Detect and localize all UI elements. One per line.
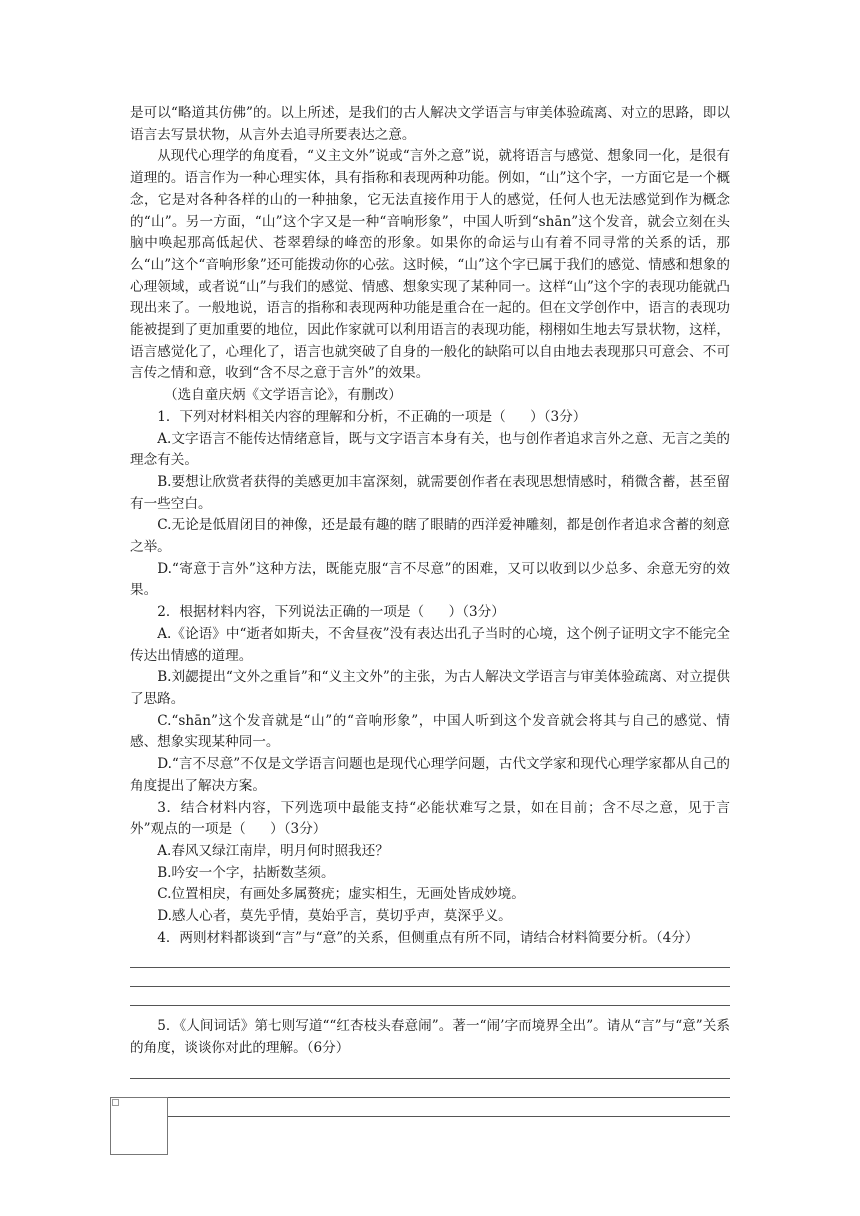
image-placeholder — [110, 1097, 168, 1155]
question-stem — [130, 602, 730, 624]
option-b: B.吟安一个字，拈断数茎须。 — [157, 864, 335, 881]
question-stem — [130, 798, 730, 841]
option-b: B.要想让欣赏者获得的美感更加丰富深刻，就需要创作者在表现思想情感时，稍微含蓄，甚至留有一些空白。 — [130, 473, 730, 512]
question-3 — [130, 798, 730, 928]
option-b: B.刘勰提出“文外之重旨”和“义主文外”的主张，为古人解决文学语言与审美体验疏离、对立提供了思路。 — [130, 669, 730, 707]
question-stem-text: 3．结合材料内容，下列选项中最能支持“必能状难写之景，如在目前；含不尽之意，见于言外”观点的一项是（ — [130, 799, 730, 838]
answer-lines — [130, 967, 730, 1006]
question-stem-text: 2．根据材料内容，下列说法正确的一项是（ — [157, 604, 425, 621]
option-c: C.“shān”这个发音就是“山”的“音响形象”，中国人听到这个发音就会将其与自己的感觉、情感、想象实现某种同一。 — [130, 712, 730, 751]
question-stem-text: 1．下列对材料相关内容的理解和分析，不正确的一项是（ — [157, 408, 506, 425]
answer-lines — [130, 1078, 730, 1117]
option-a: A.文字语言不能传达情绪意旨，既与文字语言本身有关，也与创作者追求言外之意、无言之美的理念有关。 — [130, 430, 730, 469]
answer-line[interactable] — [130, 967, 730, 968]
question-stem — [130, 407, 730, 429]
question-score: ）（3分） — [270, 821, 327, 838]
option-a: A.春风又绿江南岸，明月何时照我还？ — [157, 842, 389, 859]
option-d: D.“寄意于言外”这种方法，既能克服“言不尽意”的困难，又可以收到以少总多、余意无穷的效果。 — [130, 560, 730, 599]
question-4 — [130, 928, 730, 1007]
option-d: D.感人心者，莫先乎情，莫始乎言，莫切乎声，莫深乎义。 — [157, 908, 512, 925]
question-stem: 4．两则材料都谈到“言”与“意”的关系，但侧重点有所不同，请结合材料简要分析。（4分） — [157, 929, 699, 946]
question-stem: 5．《人间词话》第七则写道““红杏枝头春意闹”。著一“闹’字而境界全出”。请从“言”与“意”关系的角度，谈谈你对此的理解。（6分） — [130, 1018, 730, 1057]
option-a: A.《论语》中“逝者如斯夫，不舍昼夜”没有表达出孔子当时的心境，这个例子证明文字不能完全传达出情感的道理。 — [130, 625, 730, 664]
answer-line[interactable] — [130, 1116, 730, 1117]
option-c: C.无论是低眉闭目的神像，还是最有趣的瞎了眼睛的西洋爱神雕刻，都是创作者追求含蓄的刻意之举。 — [130, 517, 730, 556]
question-score: ）（3分） — [530, 408, 587, 425]
question-1 — [130, 407, 730, 602]
question-5 — [130, 1016, 730, 1116]
question-2 — [130, 602, 730, 797]
answer-line[interactable] — [130, 1097, 730, 1098]
broken-image-icon — [112, 1099, 119, 1106]
answer-line[interactable] — [130, 1078, 730, 1079]
passage-paragraph: 是可以“略道其仿佛”的。以上所述，是我们的古人解决文学语言与审美体验疏离、对立的思路，即以语言去写景状物，从言外去追寻所要表达之意。 — [130, 105, 730, 143]
answer-line[interactable] — [130, 1005, 730, 1006]
option-c: C.位置相戾，有画处多属赘疣；虚实相生，无画处皆成妙境。 — [157, 886, 525, 903]
passage-paragraph: 从现代心理学的角度看，“义主文外”说或“言外之意”说，就将语言与感觉、想象同一化，是很有道理的。语言作为一种心理实体，具有指称和表现两种功能。例如，“山”这个字，一方面它是一个概念，它是对各种各样的山的一种抽象，它无法直接作用于人的感觉，任何人也无法感觉到作为概念的“山”。另一方面，“山”这个字又是一种“音响形象”，中国人听到“shān”这个发音，就会立刻在头脑中唤起那高低起伏、苍翠碧绿的峰峦的形象。如果你的命运与山有着不同寻常的关系的话，那么“山”这个“音响形象”还可能拨动你的心弦。这时候，“山”这个字已属于我们的感觉、情感和想象的心理领域，或者说“山”与我们的感觉、情感、想象实现了某种同一。这样“山”这个字的表现功能就凸现出来了。一般地说，语言的指称和表现两种功能是重合在一起的。但在文学创作中，语言的表现功能被提到了更加重要的地位，因此作家就可以利用语言的表现功能，栩栩如生地去写景状物，这样，语言感觉化了，心理化了，语言也就突破了自身的一般化的缺陷可以自由地去表现那只可意会、不可言传之情和意，收到“含不尽之意于言外”的效果。 — [130, 148, 730, 382]
question-score: ）（3分） — [448, 604, 505, 621]
option-d: D.“言不尽意”不仅是文学语言问题也是现代心理学问题，古代文学家和现代心理学家都从自己的角度提出了解决方案。 — [130, 756, 730, 794]
passage-source: （选自童庆炳《文学语言论》，有删改） — [164, 387, 402, 404]
answer-line[interactable] — [130, 986, 730, 987]
document-page — [130, 103, 730, 1135]
